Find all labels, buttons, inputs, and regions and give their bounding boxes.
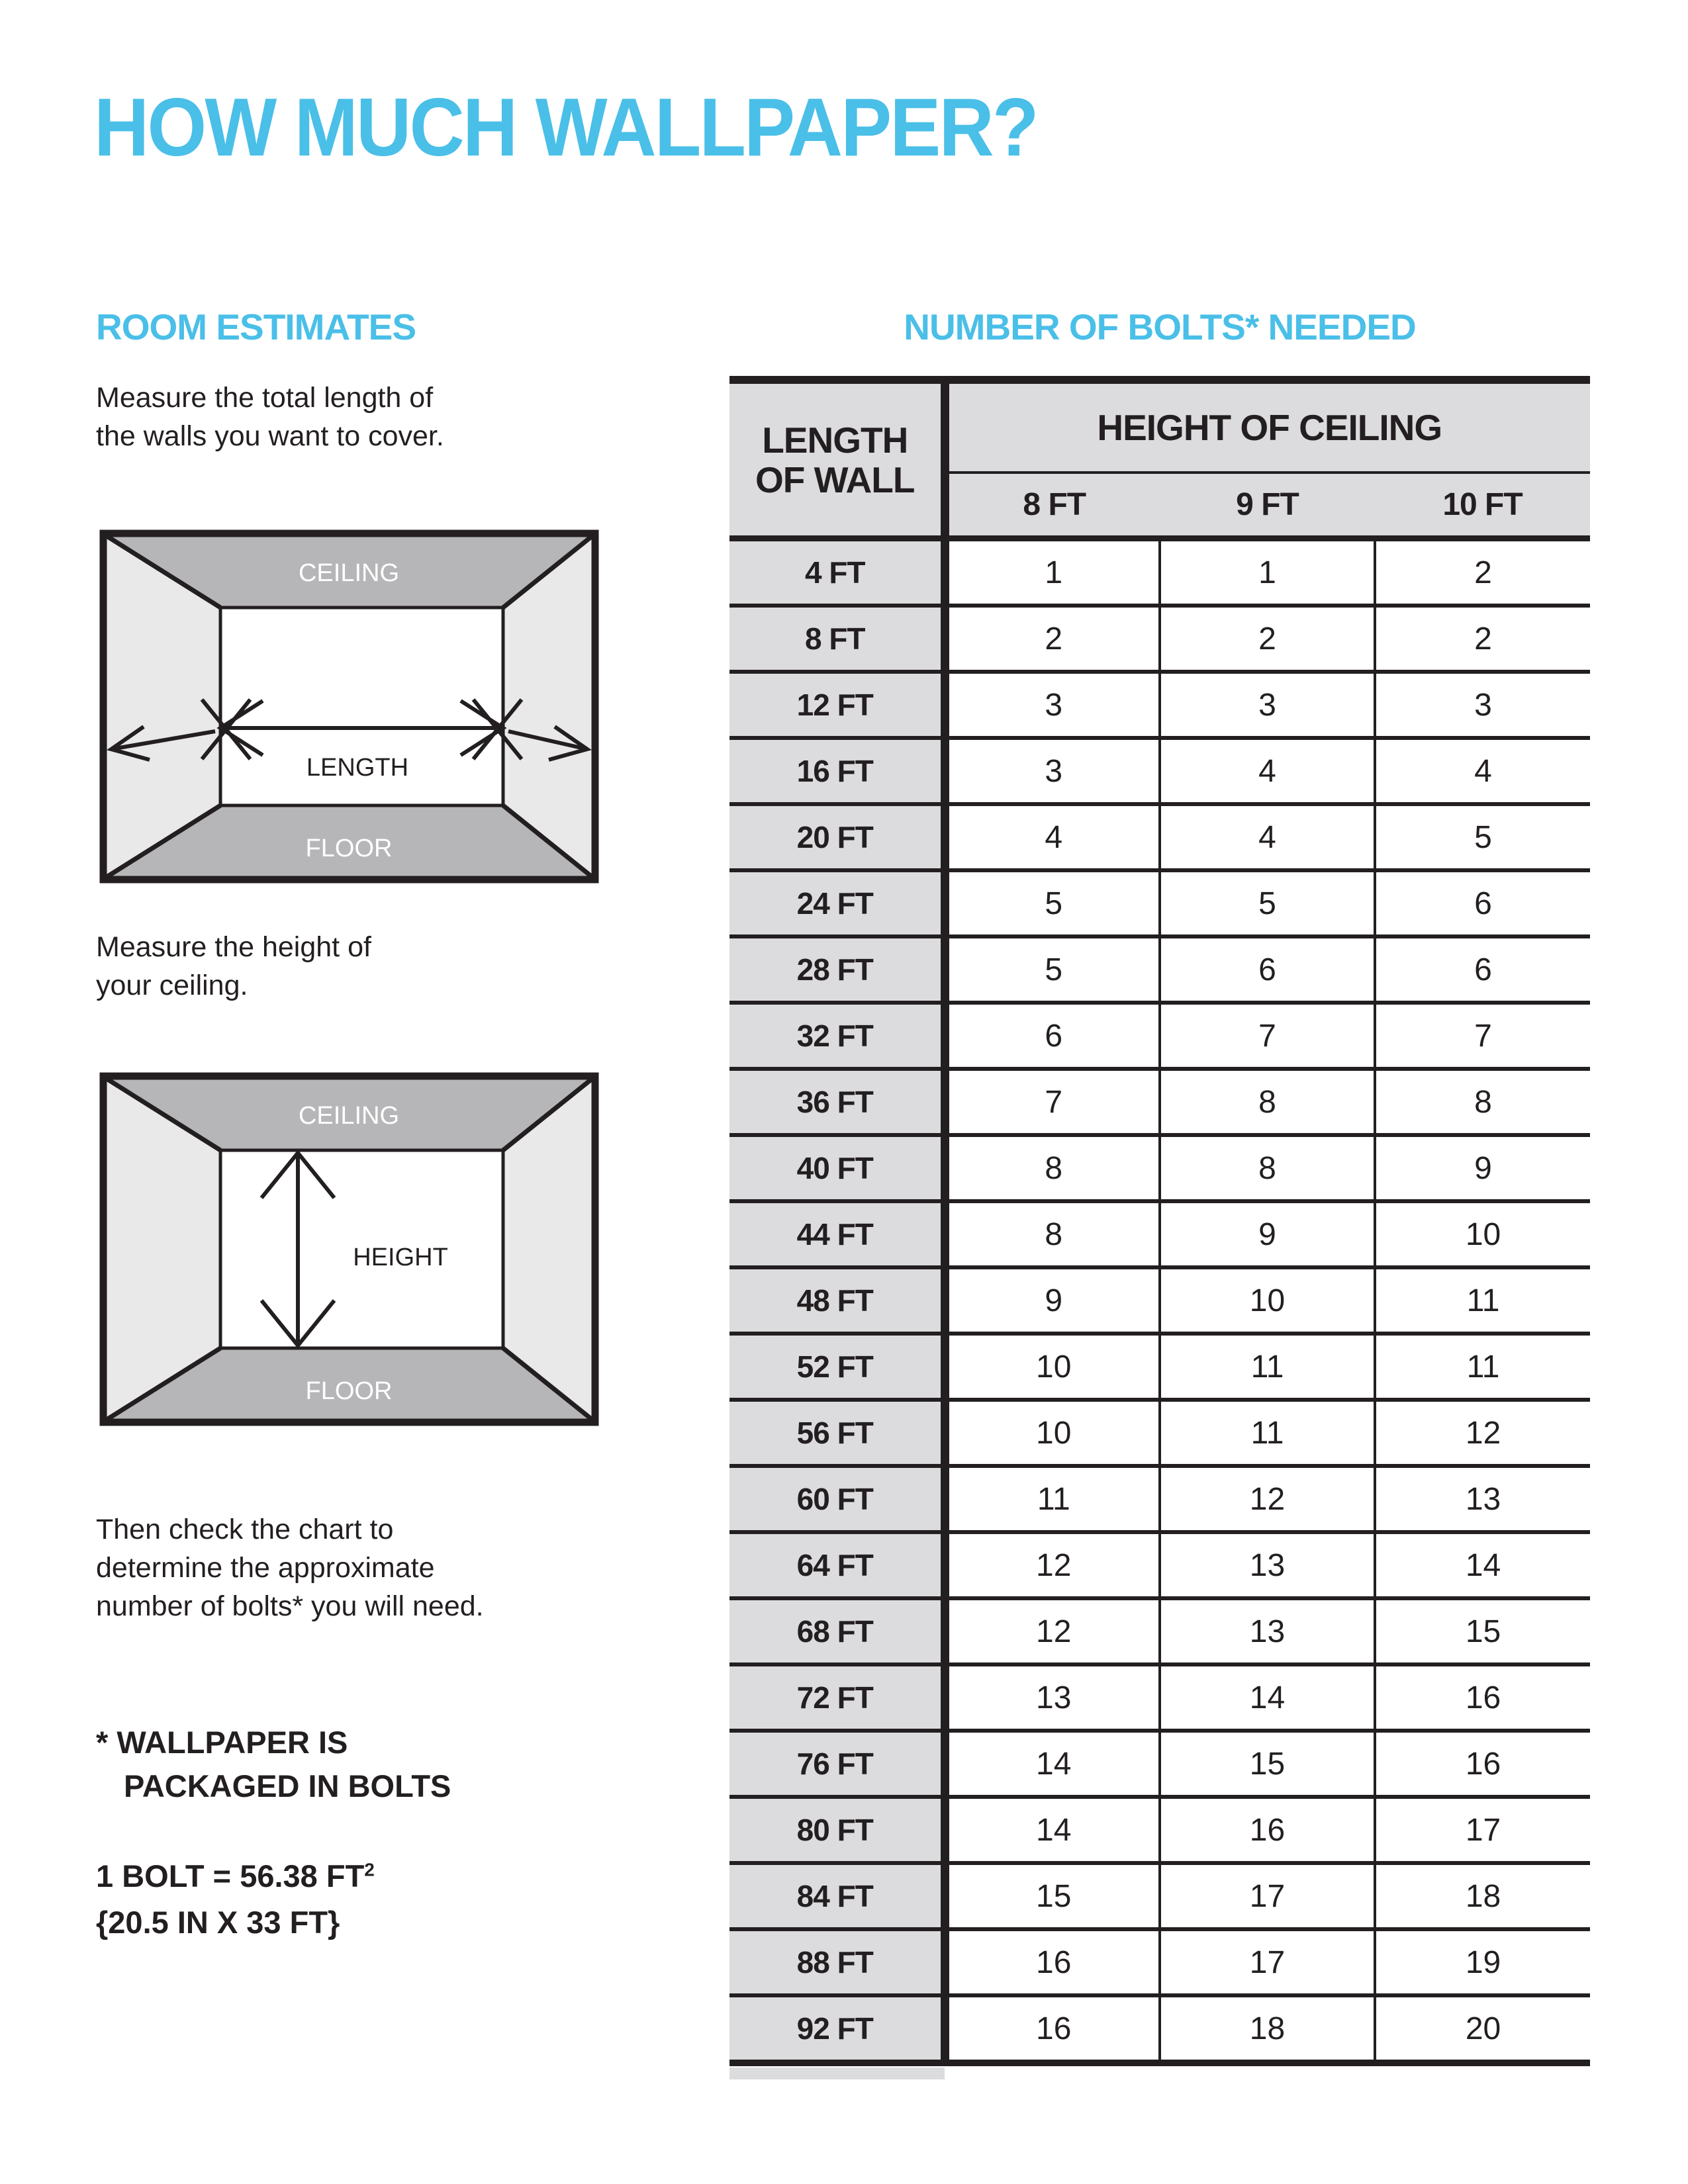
- table-row: [729, 1731, 1590, 1797]
- row-length-label: 76 FT: [729, 1731, 945, 1797]
- ceiling-label: CEILING: [298, 559, 400, 587]
- bolt-count-cell: 7: [1375, 1003, 1590, 1069]
- bolt-count-cell: 5: [1160, 870, 1375, 936]
- bolt-count-cell: 5: [945, 936, 1160, 1003]
- table-row: [729, 1466, 1590, 1532]
- height-measure-label: HEIGHT: [353, 1244, 448, 1271]
- table-row: [729, 1201, 1590, 1267]
- row-length-label: 52 FT: [729, 1334, 945, 1400]
- bolt-count-cell: 1: [945, 539, 1160, 606]
- bolt-count-cell: 6: [945, 1003, 1160, 1069]
- floor-label: FLOOR: [305, 1377, 393, 1405]
- bolt-count-cell: 18: [1375, 1863, 1590, 1929]
- row-length-label: 48 FT: [729, 1267, 945, 1334]
- floor-label: FLOOR: [305, 835, 393, 862]
- table-row: [729, 1929, 1590, 1995]
- table-row: [729, 539, 1590, 606]
- instruction-line: Then check the chart to: [96, 1514, 394, 1545]
- table-row: [729, 1995, 1590, 2063]
- bolt-count-cell: 16: [945, 1995, 1160, 2063]
- row-length-label: 56 FT: [729, 1400, 945, 1466]
- bolt-count-cell: 4: [1160, 804, 1375, 870]
- height-col-9ft: 9 FT: [1160, 473, 1375, 539]
- row-length-label: 20 FT: [729, 804, 945, 870]
- height-col-10ft: 10 FT: [1375, 473, 1590, 539]
- bolt-count-cell: 10: [945, 1334, 1160, 1400]
- bolt-count-cell: 11: [1160, 1334, 1375, 1400]
- table-row: [729, 1135, 1590, 1201]
- bolts-table-body: [729, 539, 1590, 2064]
- bolts-table-header: [729, 380, 1590, 539]
- bolts-needed-heading: NUMBER OF BOLTS* NEEDED: [904, 306, 1416, 347]
- row-length-label: 32 FT: [729, 1003, 945, 1069]
- bolts-table-container: [729, 376, 1590, 2066]
- instruction-line: Measure the total length of: [96, 382, 434, 414]
- row-length-label: 64 FT: [729, 1532, 945, 1598]
- row-length-label: 80 FT: [729, 1797, 945, 1863]
- instruction-line: number of bolts* you will need.: [96, 1590, 484, 1622]
- bolt-count-cell: 13: [1160, 1532, 1375, 1598]
- bolt-count-cell: 11: [1160, 1400, 1375, 1466]
- bolt-count-cell: 9: [945, 1267, 1160, 1334]
- bolt-count-cell: 13: [1160, 1598, 1375, 1664]
- instruction-line: the walls you want to cover.: [96, 420, 444, 452]
- table-row: [729, 870, 1590, 936]
- bolt-count-cell: 11: [1375, 1334, 1590, 1400]
- bolt-count-cell: 15: [945, 1863, 1160, 1929]
- page-title: HOW MUCH WALLPAPER?: [94, 82, 1037, 173]
- row-length-label: 40 FT: [729, 1135, 945, 1201]
- bolt-dimensions: {20.5 IN X 33 FT}: [96, 1904, 340, 1940]
- row-length-label: 16 FT: [729, 738, 945, 804]
- table-row: [729, 606, 1590, 672]
- row-length-label: 92 FT: [729, 1995, 945, 2063]
- bolt-count-cell: 6: [1160, 936, 1375, 1003]
- bolt-count-cell: 13: [945, 1664, 1160, 1731]
- bolt-count-cell: 17: [1375, 1797, 1590, 1863]
- bolt-count-cell: 5: [945, 870, 1160, 936]
- bolt-count-cell: 4: [1160, 738, 1375, 804]
- row-length-label: 44 FT: [729, 1201, 945, 1267]
- bolt-count-cell: 2: [1375, 606, 1590, 672]
- check-chart-instruction: [96, 1510, 484, 1625]
- table-row: [729, 1267, 1590, 1334]
- table-row: [729, 1664, 1590, 1731]
- footnote-line: * WALLPAPER IS: [96, 1725, 348, 1760]
- bolt-count-cell: 9: [1375, 1135, 1590, 1201]
- bolt-count-cell: 16: [1375, 1731, 1590, 1797]
- bolt-count-cell: 3: [1375, 672, 1590, 738]
- bolt-count-cell: 12: [1375, 1400, 1590, 1466]
- bolt-count-cell: 11: [1375, 1267, 1590, 1334]
- table-row: [729, 1532, 1590, 1598]
- bolt-count-cell: 17: [1160, 1929, 1375, 1995]
- bolt-count-cell: 10: [1375, 1201, 1590, 1267]
- bolts-packaging-footnote: [96, 1721, 451, 1808]
- squared-exponent: 2: [364, 1859, 375, 1880]
- table-row: [729, 1797, 1590, 1863]
- bolt-count-cell: 11: [945, 1466, 1160, 1532]
- footnote-line: PACKAGED IN BOLTS: [124, 1768, 451, 1803]
- table-row: [729, 936, 1590, 1003]
- bolt-count-cell: 16: [1160, 1797, 1375, 1863]
- row-length-label: 84 FT: [729, 1863, 945, 1929]
- bolt-size-note: [96, 1846, 375, 1946]
- bolts-table: [729, 376, 1590, 2066]
- table-row: [729, 1334, 1590, 1400]
- table-row: [729, 1400, 1590, 1466]
- row-length-label: 24 FT: [729, 870, 945, 936]
- height-col-8ft: 8 FT: [945, 473, 1160, 539]
- row-length-label: 12 FT: [729, 672, 945, 738]
- row-length-label: 72 FT: [729, 1664, 945, 1731]
- height-diagram: [99, 1072, 599, 1426]
- bolt-count-cell: 16: [945, 1929, 1160, 1995]
- bolt-count-cell: 6: [1375, 870, 1590, 936]
- table-row: [729, 1598, 1590, 1664]
- row-length-label: 36 FT: [729, 1069, 945, 1135]
- bolt-count-cell: 14: [1160, 1664, 1375, 1731]
- bolt-count-cell: 14: [945, 1797, 1160, 1863]
- row-length-label: 4 FT: [729, 539, 945, 606]
- bolt-count-cell: 2: [1375, 539, 1590, 606]
- bolt-count-cell: 17: [1160, 1863, 1375, 1929]
- bolt-count-cell: 16: [1375, 1664, 1590, 1731]
- bolt-equation: 1 BOLT = 56.38 $FT^2$: [96, 1858, 375, 1893]
- length-diagram: [99, 529, 599, 884]
- height-of-ceiling-header: HEIGHT OF CEILING: [945, 380, 1590, 473]
- bolt-count-cell: 3: [945, 672, 1160, 738]
- table-gray-tail: [729, 2068, 945, 2079]
- table-row: [729, 804, 1590, 870]
- row-length-label: 28 FT: [729, 936, 945, 1003]
- bolt-count-cell: 12: [1160, 1466, 1375, 1532]
- row-length-label: 88 FT: [729, 1929, 945, 1995]
- bolt-count-cell: 9: [1160, 1201, 1375, 1267]
- bolt-count-cell: 13: [1375, 1466, 1590, 1532]
- bolt-count-cell: 10: [945, 1400, 1160, 1466]
- bolt-count-cell: 15: [1160, 1731, 1375, 1797]
- bolt-count-cell: 8: [945, 1201, 1160, 1267]
- bolt-count-cell: 3: [1160, 672, 1375, 738]
- bolt-count-cell: 1: [1160, 539, 1375, 606]
- instruction-line: determine the approximate: [96, 1552, 435, 1584]
- bolt-count-cell: 5: [1375, 804, 1590, 870]
- length-measure-label: LENGTH: [306, 754, 409, 782]
- length-of-wall-header: LENGTH OF WALL: [729, 380, 945, 539]
- bolt-count-cell: 15: [1375, 1598, 1590, 1664]
- bolt-count-cell: 8: [945, 1135, 1160, 1201]
- table-row: [729, 672, 1590, 738]
- bolt-count-cell: 14: [1375, 1532, 1590, 1598]
- row-length-label: 60 FT: [729, 1466, 945, 1532]
- bolt-count-cell: 19: [1375, 1929, 1590, 1995]
- bolt-count-cell: 10: [1160, 1267, 1375, 1334]
- table-row: [729, 1863, 1590, 1929]
- bolt-count-cell: 18: [1160, 1995, 1375, 2063]
- bolt-count-cell: 12: [945, 1532, 1160, 1598]
- bolt-count-cell: 6: [1375, 936, 1590, 1003]
- row-length-label: 8 FT: [729, 606, 945, 672]
- row-length-label: 68 FT: [729, 1598, 945, 1664]
- bolt-count-cell: 7: [945, 1069, 1160, 1135]
- instruction-line: your ceiling.: [96, 970, 248, 1001]
- measure-length-instruction: [96, 379, 444, 455]
- bolt-count-cell: 14: [945, 1731, 1160, 1797]
- bolt-count-cell: 8: [1160, 1069, 1375, 1135]
- bolt-count-cell: 2: [1160, 606, 1375, 672]
- bolt-count-cell: 3: [945, 738, 1160, 804]
- bolt-count-cell: 4: [945, 804, 1160, 870]
- bolt-count-cell: 8: [1375, 1069, 1590, 1135]
- table-row: [729, 1003, 1590, 1069]
- bolt-count-cell: 2: [945, 606, 1160, 672]
- measure-height-instruction: [96, 928, 371, 1005]
- table-row: [729, 738, 1590, 804]
- bolt-count-cell: 8: [1160, 1135, 1375, 1201]
- bolt-count-cell: 4: [1375, 738, 1590, 804]
- table-row: [729, 1069, 1590, 1135]
- bolt-count-cell: 7: [1160, 1003, 1375, 1069]
- bolt-count-cell: 12: [945, 1598, 1160, 1664]
- bolt-count-cell: 20: [1375, 1995, 1590, 2063]
- room-estimates-heading: ROOM ESTIMATES: [96, 306, 416, 347]
- ceiling-label: CEILING: [298, 1102, 400, 1130]
- instruction-line: Measure the height of: [96, 931, 371, 963]
